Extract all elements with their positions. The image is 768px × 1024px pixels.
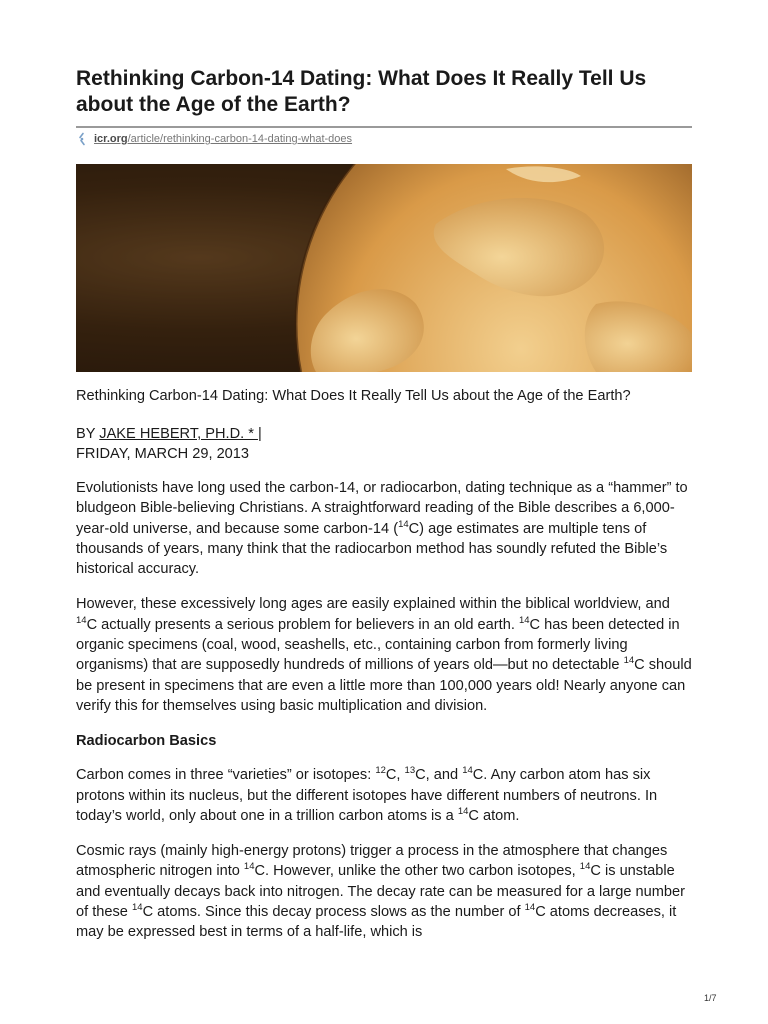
source-url-link[interactable]: icr.org/article/rethinking-carbon-14-dating-what-does	[94, 133, 353, 145]
paragraph-1: Evolutionists have long used the carbon-14, or radiocarbon, dating technique as a “hammer” to bludgeon Bible-believing Christians. A straightforward reading of the Bible describes a 6,000-year-old universe, and because some carbon-14 ($^{14}$C) age estimates are multiple tens of thousands of years, many think that the radiocarbon method has soundly refuted the Bible’s historical accuracy.	[76, 480, 688, 578]
page-number: 1/7	[704, 993, 717, 1003]
title-divider	[76, 126, 692, 128]
paragraph-2: However, these excessively long ages are easily explained within the biblical worldview, and $^{14}$C actually presents a serious problem for believers in an old earth. $^{14}$C has been detected in organic specimens (coal, wood, seashells, etc., containing carbon from formerly living organisms) that are supposedly hundreds of millions of years old—but no detectable $^{14}$C should be present in specimens that are even a little more than 100,000 years old! Nearly anyone can verify this for themselves using basic multiplication and division.	[76, 596, 692, 714]
section-heading: Radiocarbon Basics	[76, 733, 217, 750]
image-caption: Rethinking Carbon-14 Dating: What Does It Really Tell Us about the Age of the Earth?	[76, 388, 631, 404]
link-icon	[76, 132, 88, 146]
globe-hero-image	[76, 164, 692, 372]
article-title: Rethinking Carbon-14 Dating: What Does It Really Tell Us about the Age of the Earth?	[76, 67, 647, 116]
author-link[interactable]: JAKE HEBERT, PH.D. *	[99, 426, 258, 442]
article-page	[76, 66, 692, 943]
byline: BY JAKE HEBERT, PH.D. * | FRIDAY, MARCH 29, 2013	[76, 424, 692, 464]
paragraph-3: Carbon comes in three “varieties” or isotopes: $^{12}$C, $^{13}$C, and $^{14}$C. Any carbon atom has six protons within its nucleus, but the different isotopes have different numbers of neutrons. In today’s world, only about one in a trillion carbon atoms is a $^{14}$C atom.	[76, 765, 658, 824]
paragraph-4: Cosmic rays (mainly high-energy protons) trigger a process in the atmosphere that changes atmospheric nitrogen into $^{14}$C. However, unlike the other two carbon isotopes, $^{14}$C is unstable and eventually decays back into nitrogen. The decay rate can be measured for a large number of these $^{14}$C atoms. Since this decay process slows as the number of $^{14}$C atoms decreases, it may be expressed best in terms of a half-life, which is	[76, 843, 685, 941]
publish-date: FRIDAY, MARCH 29, 2013	[76, 446, 250, 462]
source-link-row	[76, 132, 692, 146]
